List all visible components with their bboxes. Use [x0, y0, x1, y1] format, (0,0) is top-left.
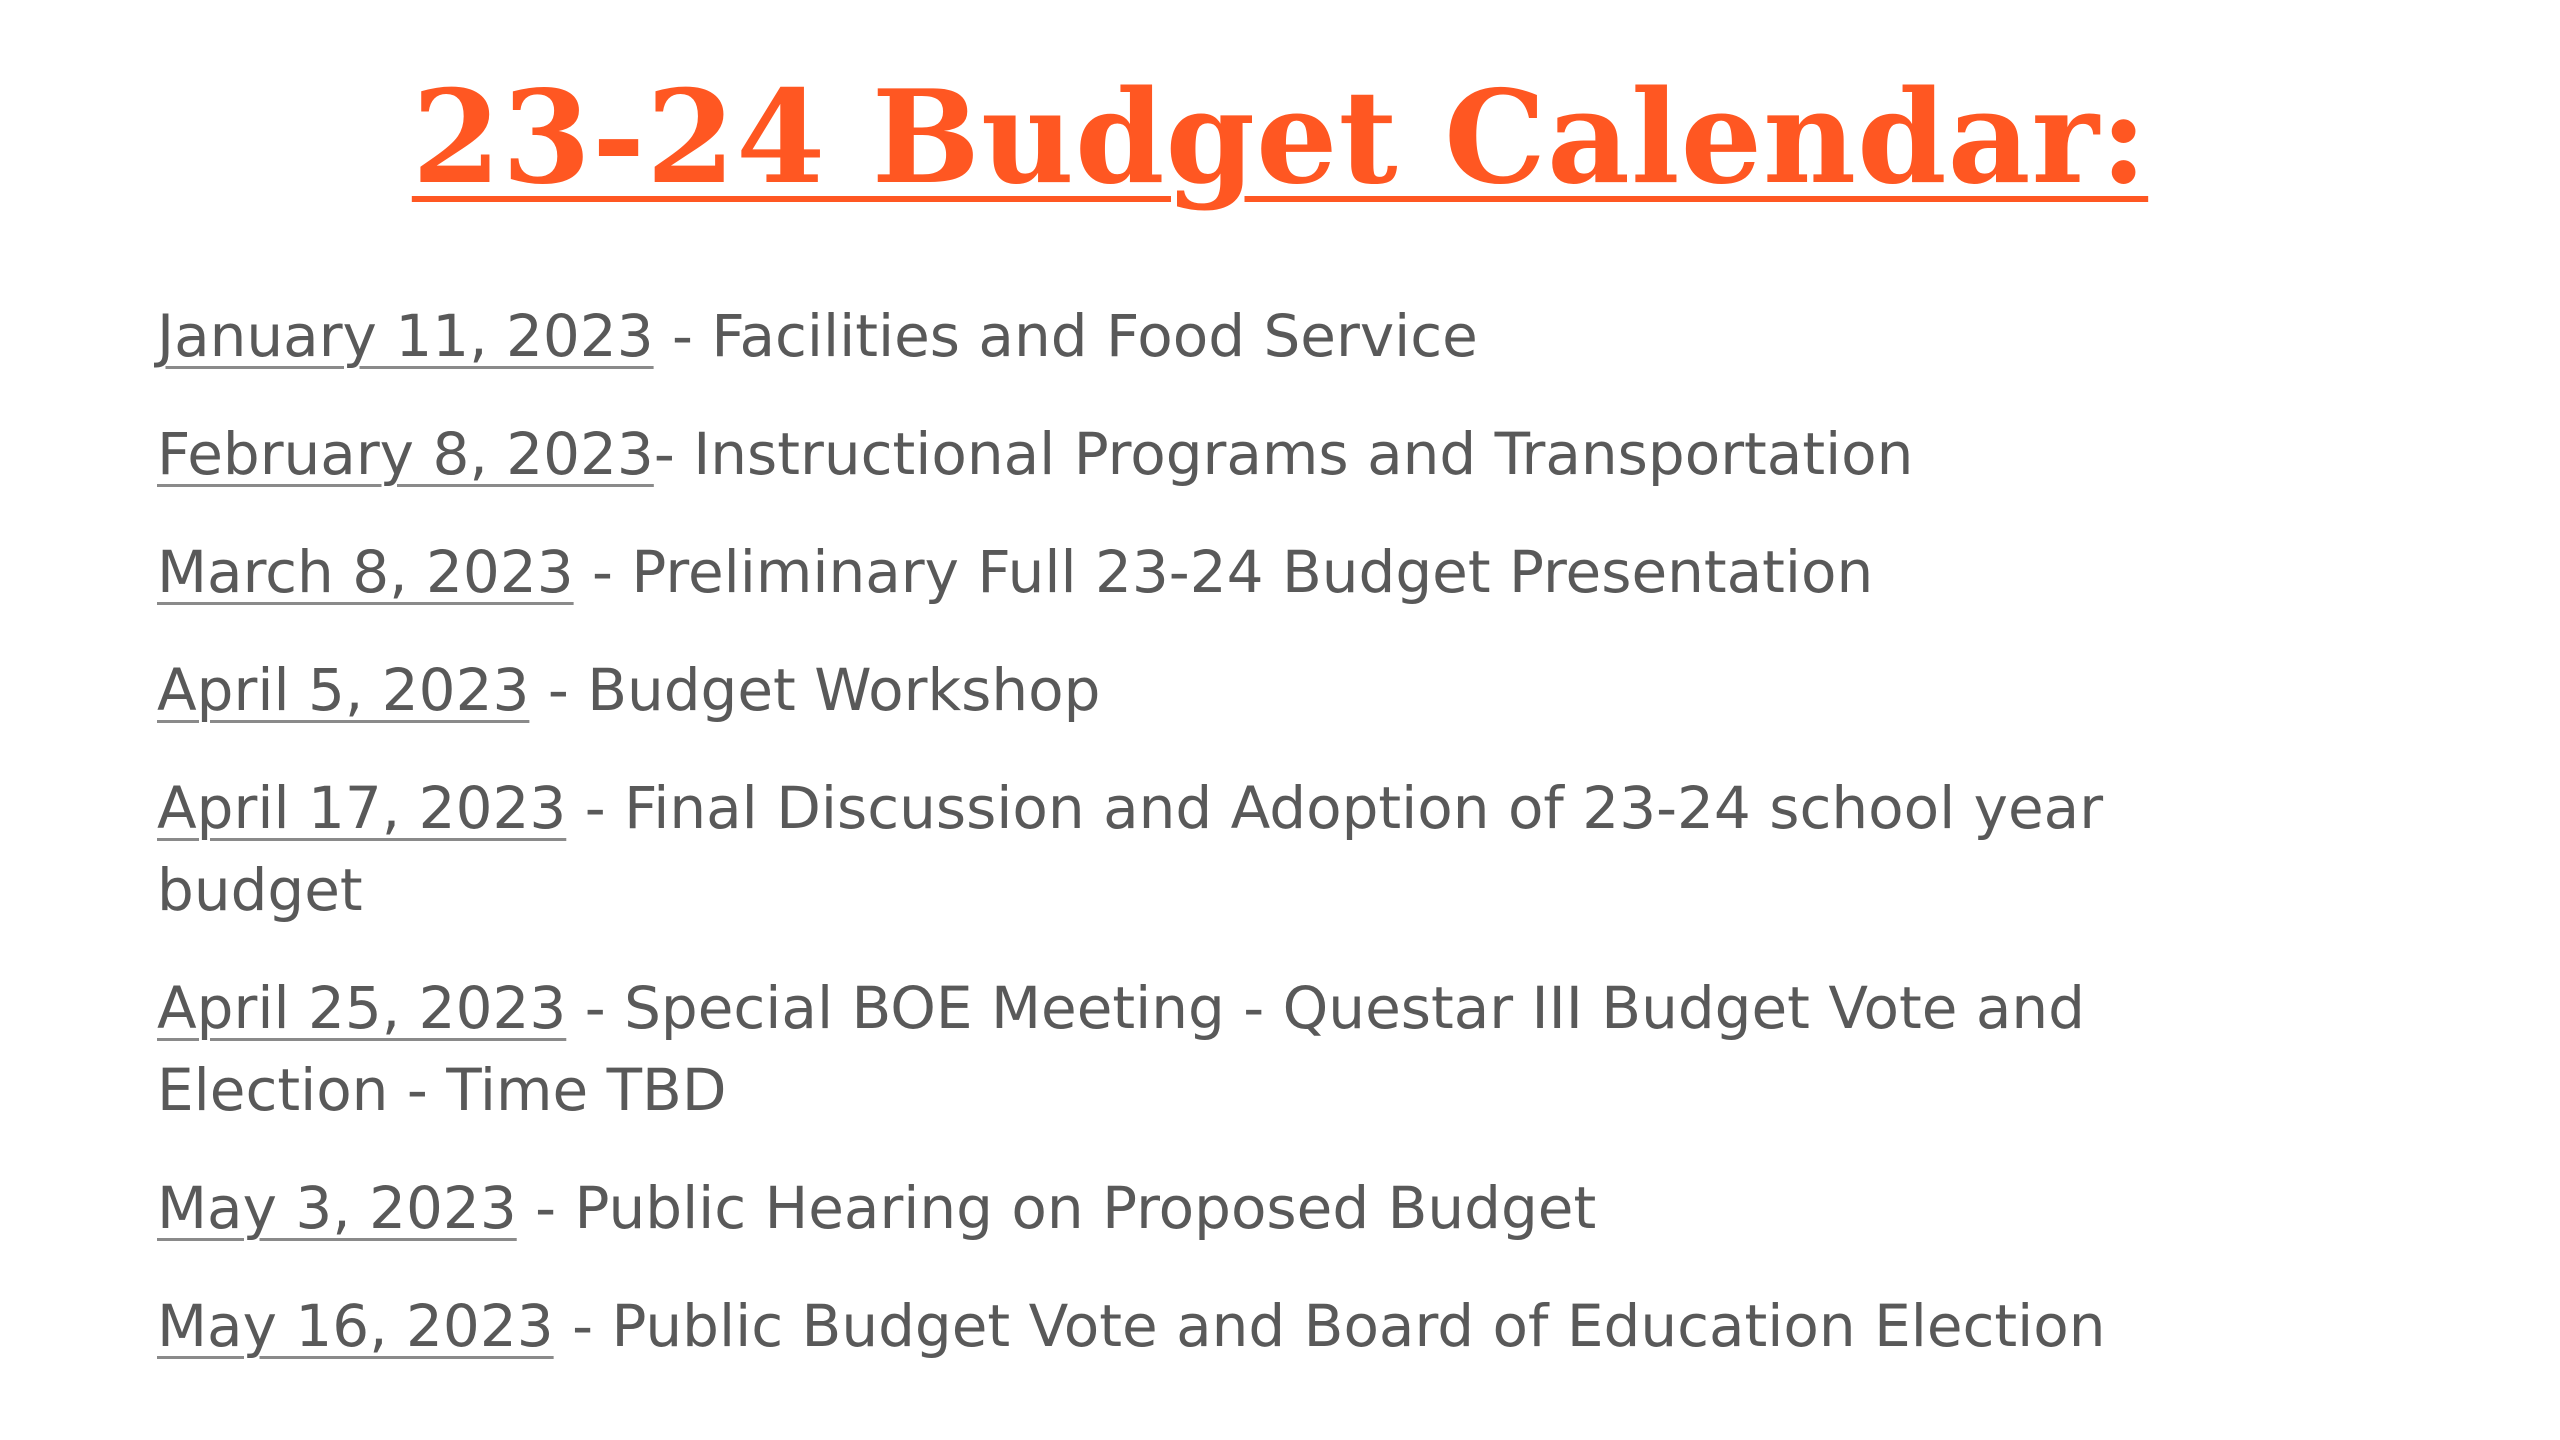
event-description: - Public Budget Vote and Board of Education Election [553, 1292, 2106, 1360]
list-item [157, 531, 2307, 613]
list-item [157, 767, 2307, 931]
event-description: - Final Discussion and Adoption of 23-24 school year budget [157, 774, 2104, 924]
list-item [157, 1167, 2307, 1249]
event-description: - Facilities and Food Service [653, 302, 1478, 370]
event-description: - Special BOE Meeting - Questar III Budget Vote and Election - Time TBD [157, 974, 2085, 1124]
event-date-link[interactable]: February 8, 2023 [157, 420, 654, 488]
event-date-link[interactable]: May 3, 2023 [157, 1174, 517, 1242]
event-date-link[interactable]: May 16, 2023 [157, 1292, 554, 1360]
budget-calendar-list [157, 295, 2307, 1403]
page-title-text: 23-24 Budget Calendar: [411, 63, 2149, 213]
event-date-link[interactable]: January 11, 2023 [157, 302, 654, 370]
list-item [157, 967, 2307, 1131]
event-description: - Instructional Programs and Transportation [653, 420, 1914, 488]
list-item [157, 295, 2307, 377]
event-date-link[interactable]: April 5, 2023 [157, 656, 530, 724]
event-date-link[interactable]: April 17, 2023 [157, 774, 567, 842]
event-description: - Budget Workshop [529, 656, 1101, 724]
event-date-link[interactable]: March 8, 2023 [157, 538, 574, 606]
page-title [0, 63, 2560, 213]
event-description: - Public Hearing on Proposed Budget [516, 1174, 1597, 1242]
list-item [157, 1285, 2307, 1367]
event-date-link[interactable]: April 25, 2023 [157, 974, 567, 1042]
event-description: - Preliminary Full 23-24 Budget Presentation [573, 538, 1874, 606]
list-item [157, 649, 2307, 731]
list-item [157, 413, 2307, 495]
